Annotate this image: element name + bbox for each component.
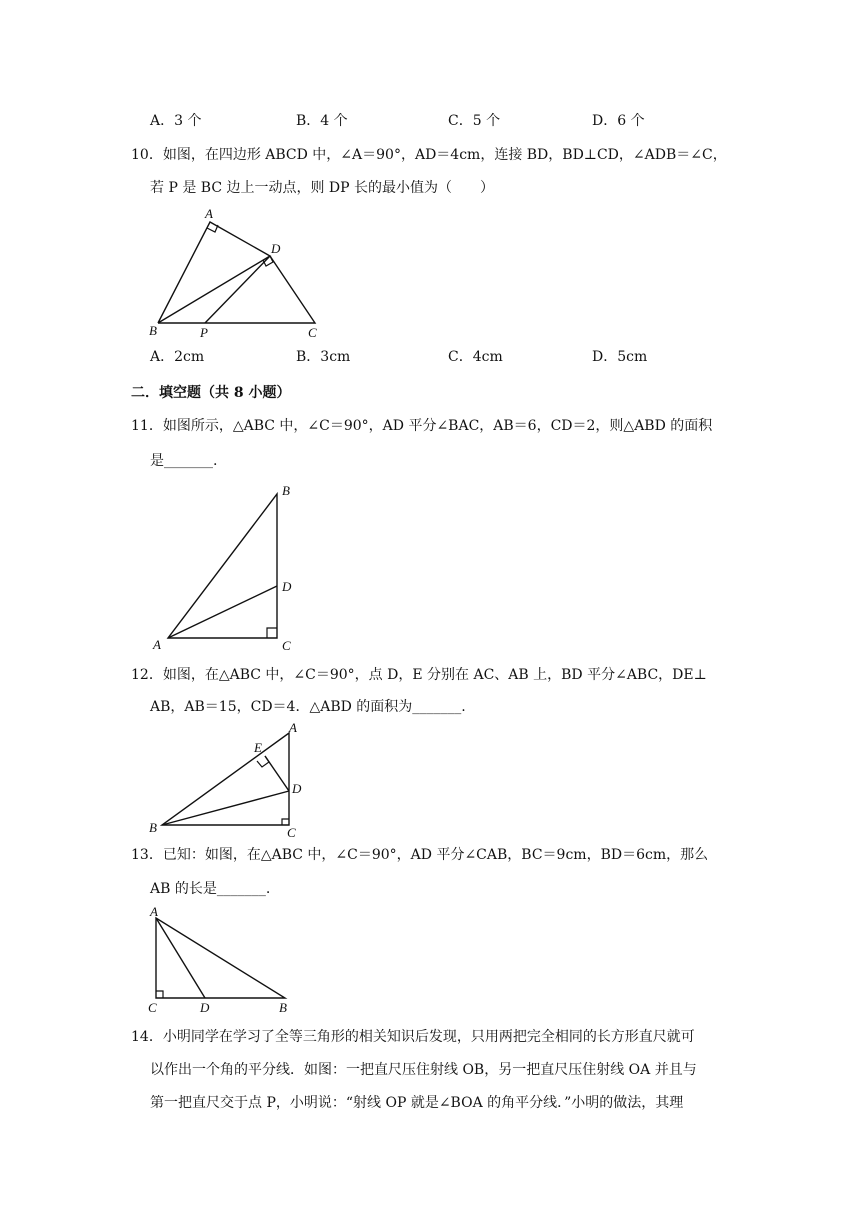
q9-option-b: B．4 个 (296, 113, 348, 129)
q13-figure (145, 903, 305, 1013)
q13-label-a: A (150, 904, 158, 919)
q12-text-line2: AB，AB＝15，CD＝4．△ABD 的面积为_______. (150, 699, 466, 715)
q14-text-line3: 第一把直尺交于点 P，小明说：“射线 OP 就是∠BOA 的角平分线．”小明的做法，其理 (150, 1095, 684, 1111)
q11-segment-ad (168, 586, 277, 638)
q12-figure (145, 718, 315, 838)
q9-option-a: A．3 个 (150, 113, 202, 129)
q10-text-line2: 若 P 是 BC 边上一动点，则 DP 长的最小值为（ ） (150, 180, 495, 196)
q13-segment-ad (156, 918, 205, 998)
q10-label-p: P (200, 325, 208, 340)
q9-option-d: D．6 个 (592, 113, 645, 129)
q12-text-line1: 12．如图，在△ABC 中，∠C＝90°，点 D，E 分别在 AC、AB 上，BD 平分∠ABC，DE⊥ (131, 667, 707, 683)
q11-label-d: D (282, 579, 292, 594)
q13-text-line1: 13．已知：如图，在△ABC 中，∠C＝90°，AD 平分∠CAB，BC＝9cm，BD＝6cm，那么 (131, 847, 709, 863)
q10-option-b: B．3cm (296, 349, 351, 365)
q10-label-d: D (271, 241, 281, 256)
q14-text-line1: 14．小明同学在学习了全等三角形的相关知识后发现，只用两把完全相同的长方形直尺就可 (131, 1029, 695, 1045)
q13-triangle-abc (156, 918, 285, 998)
q13-label-b: B (279, 1000, 287, 1015)
q12-label-a: A (289, 720, 297, 735)
q10-text-line1: 10．如图，在四边形 ABCD 中，∠A＝90°，AD＝4cm，连接 BD，BD⊥CD，∠ADB＝∠C， (131, 147, 727, 163)
q12-right-angle-e (257, 756, 269, 767)
q11-text-line1: 11．如图所示，△ABC 中，∠C＝90°，AD 平分∠BAC，AB＝6，CD＝2，则△ABD 的面积 (131, 418, 713, 434)
q11-label-b: B (282, 483, 290, 498)
q12-label-e: E (254, 740, 262, 755)
q10-option-d: D．5cm (592, 349, 648, 365)
q12-label-d: D (292, 781, 302, 796)
section-title: 二．填空题（共 8 小题） (131, 385, 291, 401)
q11-label-a: A (153, 637, 161, 652)
q11-triangle-abc (168, 494, 277, 638)
q13-label-c: C (148, 1000, 157, 1015)
q13-text-line2: AB 的长是_______. (150, 881, 271, 897)
q12-label-b: B (149, 820, 157, 835)
q9-option-c: C．5 个 (448, 113, 501, 129)
q10-label-c: C (308, 325, 317, 340)
q10-side-bc-cd (158, 256, 315, 323)
q13-right-angle-c (156, 991, 163, 998)
q11-label-c: C (282, 638, 291, 653)
q11-right-angle-c (267, 628, 277, 638)
q14-text-line2: 以作出一个角的平分线．如图：一把直尺压住射线 OB，另一把直尺压住射线 OA 并且与 (150, 1062, 697, 1078)
q12-segment-bd (162, 791, 289, 825)
q10-label-b: B (149, 323, 157, 338)
q10-label-a: A (205, 206, 213, 221)
q12-label-c: C (287, 825, 296, 840)
q10-option-c: C．4cm (448, 349, 503, 365)
q13-label-d: D (200, 1000, 210, 1015)
q10-option-a: A．2cm (150, 349, 205, 365)
q11-text-line2: 是_______. (150, 453, 218, 469)
q12-triangle-abc (162, 733, 289, 825)
q11-figure (148, 480, 308, 653)
q10-figure (145, 205, 345, 345)
